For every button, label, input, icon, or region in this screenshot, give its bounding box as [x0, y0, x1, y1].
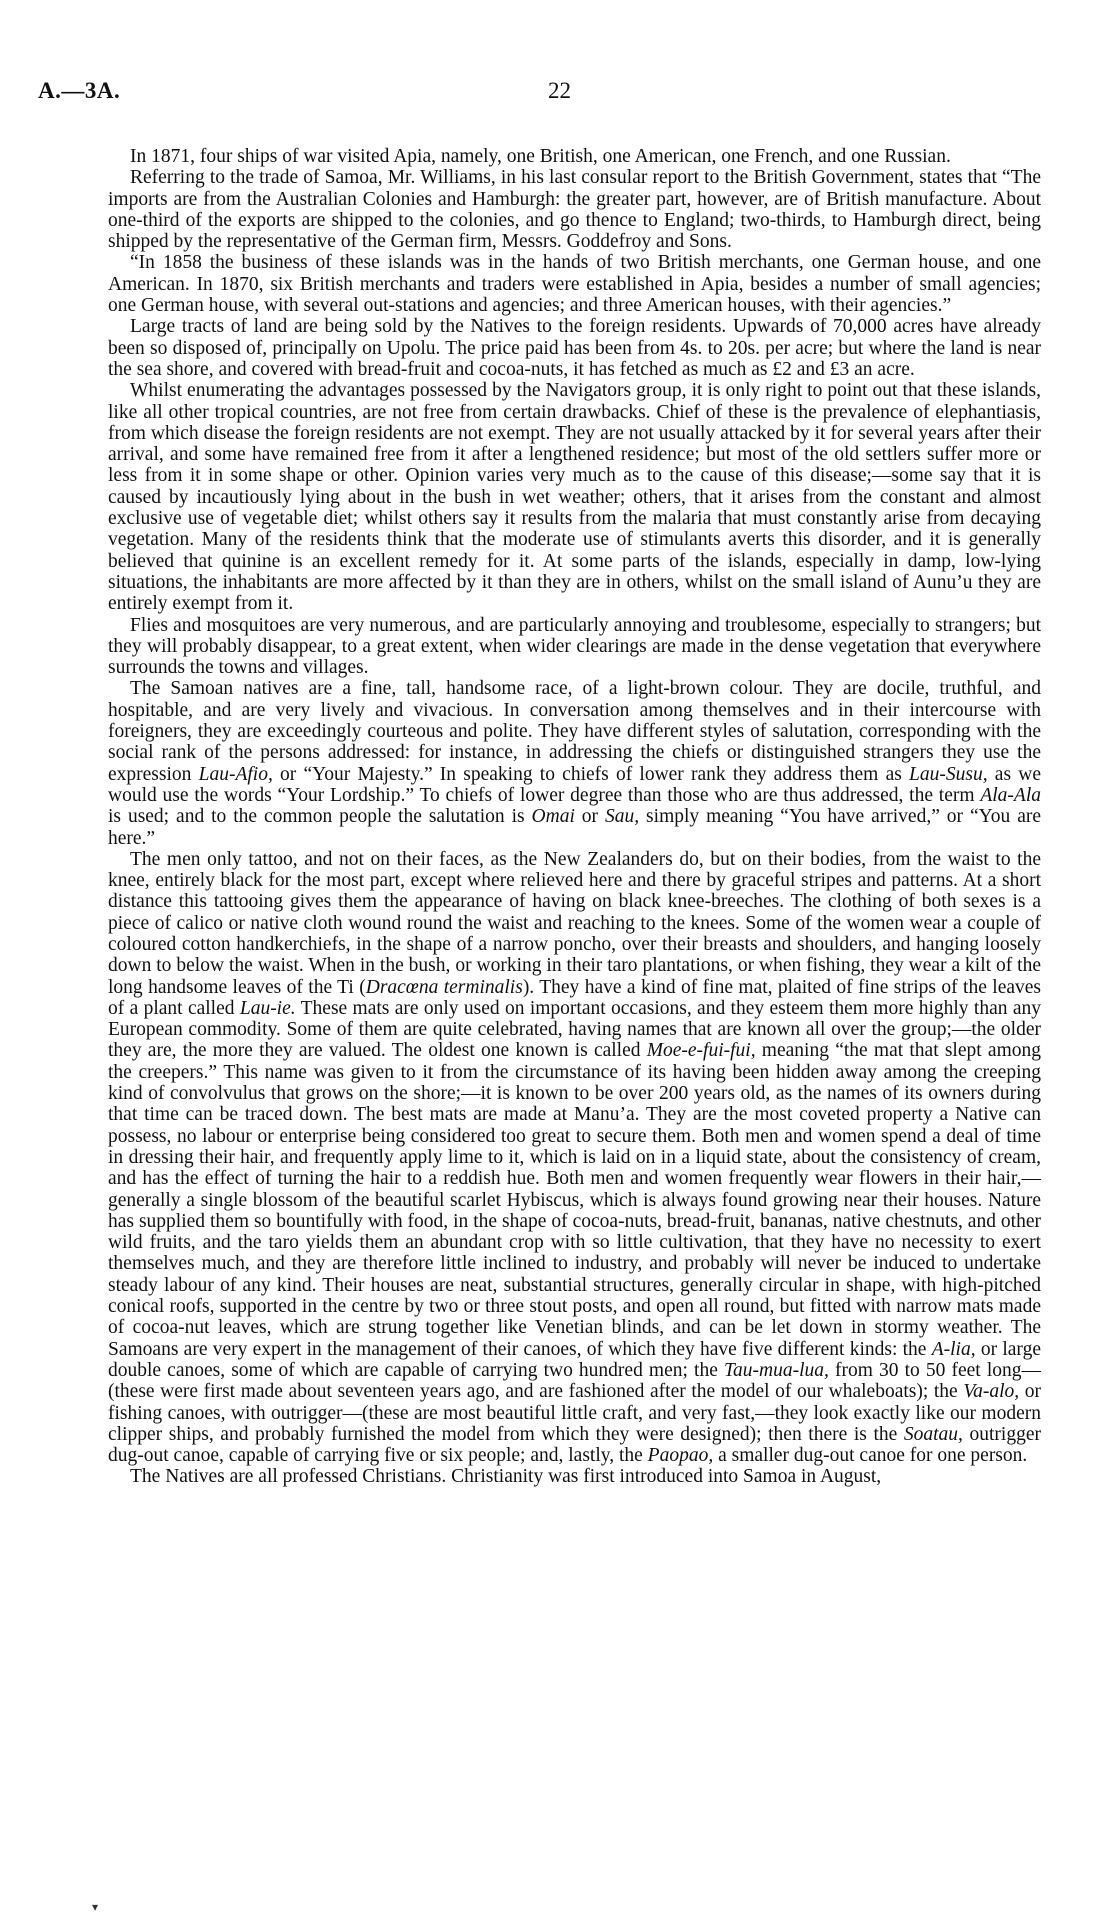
- page-number: 22: [548, 78, 571, 103]
- body-text: [108, 146, 1041, 1488]
- term-lau-susu: Lau-Susu,: [909, 763, 988, 785]
- term-lau-afio: Lau-Afio,: [198, 763, 273, 785]
- term-ala-ala: Ala-Ala: [980, 784, 1041, 806]
- term-a-lia: A-lia,: [931, 1338, 976, 1360]
- term-tau-mua-lua: Tau-mua-lua,: [723, 1359, 829, 1381]
- term-dracaena: Dracœna terminalis: [365, 976, 523, 998]
- term-omai: Omai: [531, 806, 575, 828]
- margin-mark: ▾: [92, 1900, 99, 1914]
- paragraph-ships: In 1871, four ships of war visited Apia, namely, one British, one American, one French, and one Russian.: [130, 146, 951, 167]
- term-moe-e-fui-fui: Moe-e-fui-fui,: [646, 1040, 756, 1062]
- paragraph-natives: The Samoan natives are a fine, tall, handsome race, of a light-brown colour. They are docile, truthful, and hospitable, and are very lively and vivacious. In conversation among themselves and in their intercourse with foreigners, they are exceedingly courteous and polite. They have different styles of salutation, corresponding with the social rank of the persons addressed: for instance, in addressing the chiefs or distinguished strangers they use the expression Lau-Afio, or “Your Majesty.” In speaking to chiefs of lower rank they address them as Lau-Susu, as we would use the words “Your Lordship.” To chiefs of lower degree than those who are thus addressed, the term Ala-Ala is used; and to the common people the salutation is Omai or Sau, simply meaning “You have arrived,” or “You are here.”: [108, 678, 1042, 849]
- paragraph-drawbacks: Whilst enumerating the advantages possessed by the Navigators group, it is only right to point out that these islands, like all other tropical countries, are not free from certain drawbacks. Chief of these is the prevalence of elephantiasis, from which disease the foreign residents are not exempt. They are not usually attacked by it for several years after their arrival, and some have remained free from it after a lengthened residence; but most of the old settlers suffer more or less from it in some shape or other. Opinion varies very much as to the cause of this disease;—some say that it is caused by incautiously lying about in the bush in wet weather; others, that it arises from the constant and almost exclusive use of vegetable diet; whilst others say it results from the malaria that must constantly arise from decaying vegetation. Many of the residents think that the moderate use of stimulants averts this disorder, and it is generally believed that quinine is an excellent remedy for it. At some parts of the islands, especially in damp, low-lying situations, the inhabitants are more affected by it than they are in others, whilst on the small island of Aunu’u they are entirely exempt from it.: [108, 380, 1041, 615]
- paragraph-business-1858: “In 1858 the business of these islands was in the hands of two British merchants, one German house, and one American. In 1870, six British merchants and traders were established in Apia, besides a number of small agencies; one German house, with several out-stations and agencies; and three American houses, with their agencies.”: [108, 252, 1041, 317]
- paragraph-trade: Referring to the trade of Samoa, Mr. Williams, in his last consular report to the British Government, states that “The imports are from the Australian Colonies and Hamburgh: the greater part, however, are of British manufacture. About one-third of the exports are shipped to the colonies, and go thence to England; two-thirds, to Hamburgh direct, being shipped by the representative of the German firm, Messrs. Goddefroy and Sons.: [108, 167, 1041, 253]
- term-sau: Sau,: [605, 806, 640, 828]
- document-reference: A.—3A.: [38, 78, 121, 103]
- term-va-alo: Va-alo,: [963, 1381, 1020, 1403]
- term-paopao: Paopao,: [647, 1445, 714, 1467]
- paragraph-christians: The Natives are all professed Christians. Christianity was first introduced into Samoa in August,: [130, 1466, 882, 1488]
- term-soatau: Soatau,: [903, 1423, 963, 1445]
- paragraph-land: Large tracts of land are being sold by the Natives to the foreign residents. Upwards of 70,000 acres have already been so disposed of, principally on Upolu. The price paid has been from 4s. to 20s. per acre; but where the land is near the sea shore, and covered with bread-fruit and cocoa-nuts, it has fetched as much as £2 and £3 an acre.: [108, 316, 1041, 380]
- page-header: [38, 78, 1034, 118]
- paragraph-flies: Flies and mosquitoes are very numerous, and are particularly annoying and troublesome, especially to strangers; but they will probably disappear, to a great extent, when wider clearings are made in the dense vegetation that everywhere surrounds the towns and villages.: [108, 614, 1041, 679]
- term-lau-ie: Lau-ie.: [239, 997, 296, 1019]
- paragraph-tattoo: The men only tattoo, and not on their faces, as the New Zealanders do, but on their bodies, from the waist to the knee, entirely black for the most part, except where relieved here and there by graceful stripes and patterns. At a short distance this tattooing gives them the appearance of having on black knee-breeches. The clothing of both sexes is a piece of calico or native cloth wound round the waist and reaching to the knees. Some of the women wear a couple of coloured cotton handkerchiefs, in the shape of a narrow poncho, over their breasts and shoulders, and hanging loosely down to below the waist. When in the bush, or working in their taro plantations, or when fishing, they wear a kilt of the long handsome leaves of the Ti (Dracœna terminalis). They have a kind of fine mat, plaited of fine strips of the leaves of a plant called Lau-ie. These mats are only used on important occasions, and they esteem them more highly than any European commodity. Some of them are quite celebrated, having names that are known all over the group;—the older they are, the more they are valued. The oldest one known is called Moe-e-fui-fui, meaning “the mat that slept among the creepers.” This name was given to it from the circumstance of its having been hidden away among the creeping kind of convolvulus that grows on the shore;—it is known to be over 200 years old, as the names of its owners during that time can be traced down. The best mats are made at Manu’a. They are the most coveted property a Native can possess, no labour or enterprise being considered too great to secure them. Both men and women spend a deal of time in dressing their hair, and frequently apply lime to it, which is laid on in a liquid state, about the consistency of cream, and has the effect of turning the hair to a reddish hue. Both men and women frequently wear flowers in their hair,—generally a single blossom of the beautiful scarlet Hybiscus, which is always found growing near their houses. Nature has supplied them so bountifully with food, in the shape of cocoa-nuts, bread-fruit, bananas, native chestnuts, and other wild fruits, and the taro yields them an abundant crop with so little cultivation, that they have no necessity to exert themselves much, and they are therefore little inclined to industry, and probably will never be induced to undertake steady labour of any kind. Their houses are neat, substantial structures, generally circular in shape, with high-pitched conical roofs, supported in the centre by two or three stout posts, and open all round, but fitted with narrow mats made of cocoa-nut leaves, which are strung together like Venetian blinds, and can be let down in stormy weather. The Samoans are very expert in the management of their canoes, of which they have five different kinds: the A-lia, or large double canoes, some of which are capable of carrying two hundred men; the Tau-mua-lua, from 30 to 50 feet long—(these were first made about seventeen years ago, and are fashioned after the model of our whaleboats); the Va-alo, or fishing canoes, with outrigger—(these are most beautiful little craft, and very fast,—they look exactly like our modern clipper ships, and probably furnished the model from which they were designed); then there is the Soatau, outrigger dug-out canoe, capable of carrying five or six people; and, lastly, the Paopao, a smaller dug-out canoe for one person.: [108, 848, 1042, 1467]
